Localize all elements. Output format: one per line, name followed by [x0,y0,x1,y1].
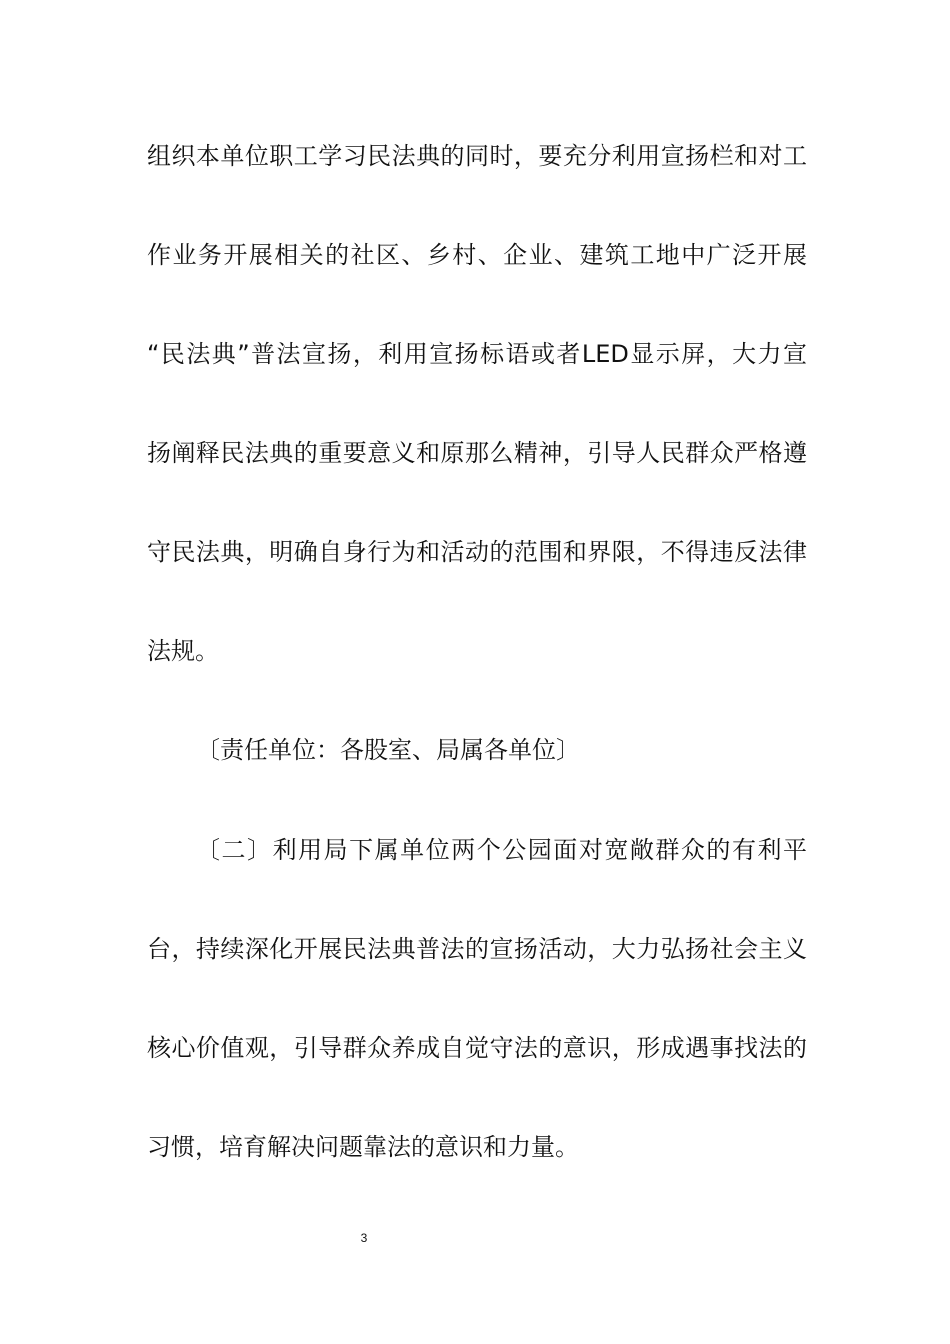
paragraph-1-line-4: 扬阐释民法典的重要意义和原那么精神，引导人民群众严格遵 [147,439,807,467]
page-number: 3 [360,1231,368,1245]
paragraph-1-line-3: “民法典”普法宣扬，利用宣扬标语或者LED显示屏，大力宣 [147,340,807,368]
paragraph-1-line-5: 守民法典，明确自身行为和活动的范围和界限，不得违反法律 [147,538,807,566]
paragraph-1-line-2: 作业务开展相关的社区、乡村、企业、建筑工地中广泛开展 [147,241,807,269]
responsible-units-note: 〔责任单位：各股室、局属各单位〕 [196,736,580,764]
paragraph-2-line-3: 核心价值观，引导群众养成自觉守法的意识，形成遇事找法的 [147,1034,807,1062]
paragraph-2-line-1: 〔二〕利用局下属单位两个公园面对宽敞群众的有利平 [196,836,807,864]
paragraph-1-line-1: 组织本单位职工学习民法典的同时，要充分利用宣扬栏和对工 [147,142,807,170]
paragraph-2-line-4: 习惯，培育解决问题靠法的意识和力量。 [147,1133,579,1161]
paragraph-2-line-2: 台，持续深化开展民法典普法的宣扬活动，大力弘扬社会主义 [147,935,807,963]
paragraph-1-line-6: 法规。 [147,637,219,665]
